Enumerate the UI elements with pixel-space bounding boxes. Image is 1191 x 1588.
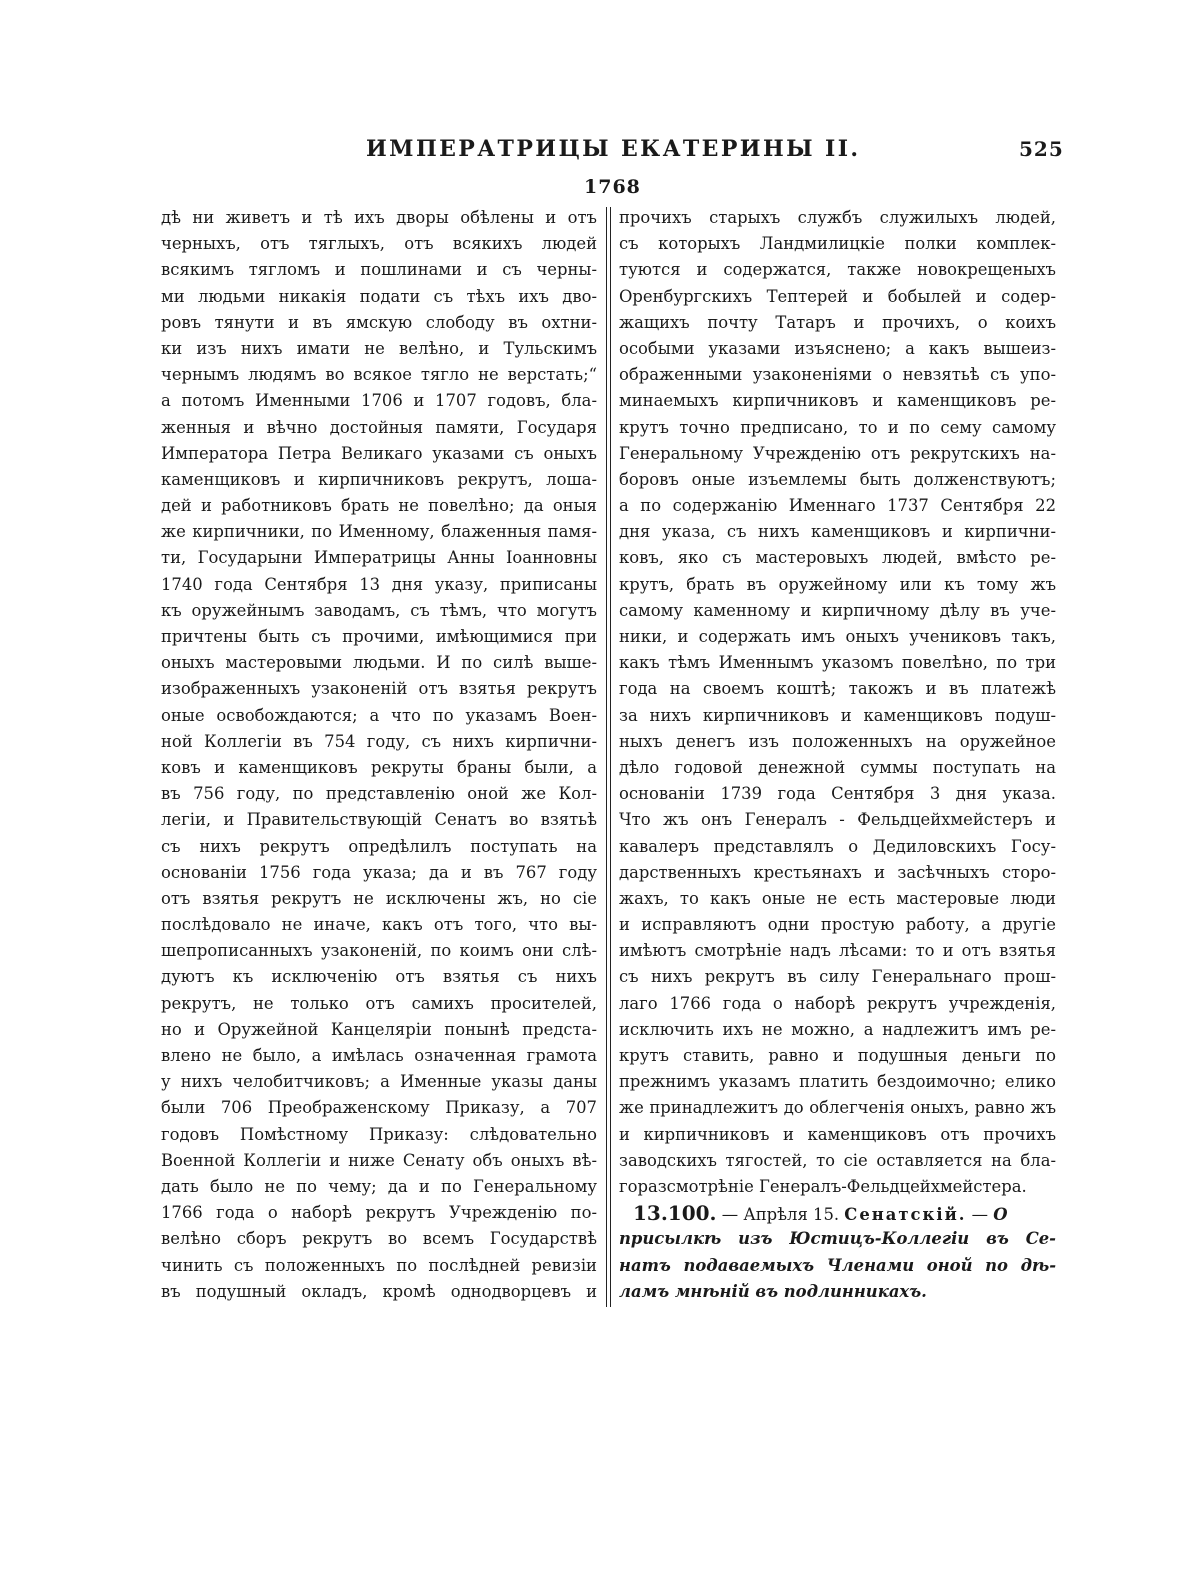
text-line: причтены быть съ прочими, имѣющимися при (161, 627, 597, 646)
text-line: ти, Государыни Императрицы Анны Іоанновны (161, 548, 597, 568)
text-line: года на своемъ коштѣ; такожъ и въ платежѣ (619, 679, 1056, 699)
text-line: ковъ и каменщиковъ рекруты браны были, а (161, 757, 597, 777)
text-line: дѣ ни живетъ и тѣ ихъ дворы обѣлены и отъ (161, 208, 597, 227)
text-line: женныя и вѣчно достойныя памяти, Государя (161, 417, 597, 437)
text-line: Генеральному Учрежденію отъ рекрутскихъ на- (619, 443, 1056, 463)
text-line: крутъ ставить, равно и подушныя деньги по (619, 1046, 1056, 1065)
text-line: дуютъ къ исключенію отъ взятья съ нихъ (161, 967, 597, 987)
text-line: а потомъ Именными 1706 и 1707 годовъ, бла- (161, 391, 597, 411)
text-line: къ оружейнымъ заводамъ, съ тѣмъ, что могутъ (161, 600, 597, 620)
entry-number: 13.100. (633, 1201, 717, 1226)
text-line: и исправляютъ одни простую работу, а другіе (619, 915, 1056, 935)
entry-dash: — (971, 1205, 994, 1225)
entry-date: — Апрѣля 15. (721, 1205, 840, 1225)
text-line: горазсмотрѣніе Генералъ-Фельдцейхмейстера. (619, 1176, 1027, 1196)
text-line: прежнимъ указамъ платить бездоимочно; елико (619, 1072, 1056, 1092)
text-line: ки изъ нихъ имати не велѣно, и Тульскимъ (161, 338, 597, 358)
text-line: крутъ, брать въ оружейному или къ тому жъ (619, 574, 1056, 594)
text-line: кавалеръ представлялъ о Дедиловскихъ Госу- (619, 836, 1056, 856)
text-line: и кирпичниковъ и каменщиковъ отъ прочихъ (619, 1124, 1056, 1144)
text-line: оные освобождаются; а что по указамъ Воен- (161, 705, 597, 725)
text-line: съ которыхъ Ландмилицкіе полки комплек- (619, 234, 1056, 254)
column-divider (606, 207, 611, 1307)
text-line: велѣно сборъ рекрутъ во всемъ Государствѣ (161, 1229, 597, 1249)
text-line: дня указа, съ нихъ каменщиковъ и кирпични- (619, 522, 1056, 542)
text-line: съ нихъ рекрутъ опредѣлилъ поступать на (161, 836, 597, 856)
text-line: дѣло годовой денежной суммы поступать на (619, 757, 1056, 777)
text-line: въ подушный окладъ, кромѣ однодворцевъ и (161, 1281, 597, 1301)
text-line: легіи, и Правительствующій Сенатъ во взятьѣ (161, 810, 597, 830)
text-line: ковъ, яко съ мастеровыхъ людей, вмѣсто ре- (619, 548, 1056, 568)
text-line: изображенныхъ узаконеній отъ взятья рекрутъ (161, 679, 597, 699)
year-heading: 1768 (584, 176, 641, 198)
text-line: ники, и содержать имъ оныхъ учениковъ такъ, (619, 627, 1056, 646)
text-line: Что жъ онъ Генералъ - Фельдцейхмейстеръ и (619, 810, 1056, 830)
entry-title-start: О (993, 1205, 1008, 1225)
text-line: съ нихъ рекрутъ въ силу Генеральнаго прош- (619, 967, 1056, 987)
running-head: ИМПЕРАТРИЦЫ ЕКАТЕРИНЫ II. (366, 136, 861, 162)
text-line: особыми указами изъяснено; а какъ вышеиз- (619, 338, 1056, 358)
text-line: крутъ точно предписано, то и по сему самому (619, 417, 1056, 437)
text-line: основаніи 1756 года указа; да и въ 767 году (161, 862, 597, 882)
text-line: оныхъ мастеровыми людьми. И по силѣ выше- (161, 653, 597, 673)
text-line: основаніи 1739 года Сентября 3 дня указа. (619, 784, 1056, 804)
text-line: ми людьми никакія подати съ тѣхъ ихъ дво- (161, 286, 597, 306)
text-line: минаемыхъ кирпичниковъ и каменщиковъ ре- (619, 391, 1056, 411)
text-line: каменщиковъ и кирпичниковъ рекрутъ, лоша- (161, 469, 597, 489)
text-line: ныхъ денегъ изъ положенныхъ на оружейное (619, 731, 1056, 751)
page-number: 525 (1019, 137, 1064, 161)
text-line: 1740 года Сентября 13 дня указу, приписаны (161, 574, 597, 594)
text-line: влено не было, а имѣлась означенная грамота (161, 1046, 597, 1065)
text-line: 1766 года о наборѣ рекрутъ Учрежденію по- (161, 1203, 597, 1223)
text-line: дей и работниковъ брать не повелѣно; да оныя (161, 496, 597, 516)
text-line: отъ взятья рекрутъ не исключены жъ, но сіе (161, 888, 597, 908)
text-line: чинить съ положенныхъ по послѣдней ревизіи (161, 1255, 597, 1275)
text-line: туются и содержатся, также новокрещеныхъ (619, 260, 1056, 280)
text-line: шепрописанныхъ узаконеній, по коимъ они слѣ- (161, 941, 597, 961)
text-line: какъ тѣмъ Именнымъ указомъ повелѣно, по три (619, 653, 1056, 673)
entry-heading-line (619, 1200, 1056, 1226)
text-line: боровъ оные изъемлемы быть долженствуютъ; (619, 469, 1056, 489)
text-line: заводскихъ тягостей, то сіе оставляется на бла- (619, 1150, 1056, 1170)
text-line: же принадлежитъ до облегченія оныхъ, равно жъ (619, 1098, 1056, 1118)
text-line: прочихъ старыхъ службъ служилыхъ людей, (619, 208, 1056, 227)
left-column (161, 205, 597, 1305)
text-line: ровъ тянути и въ ямскую слободу въ охтни- (161, 312, 597, 332)
text-line: ображенными узаконеніями о невзятьѣ съ упо- (619, 365, 1056, 385)
text-line: послѣдовало не иначе, какъ отъ того, что вы- (161, 915, 597, 935)
text-line: Оренбургскихъ Тептерей и бобылей и содер- (619, 286, 1056, 306)
entry-title-line: ламъ мнѣній въ подлинникахъ. (619, 1281, 927, 1301)
text-line: въ 756 году, по представленію оной же Кол- (161, 784, 597, 804)
entry-title-line: присылкѣ изъ Юстицъ-Коллегіи въ Се- (619, 1229, 1056, 1249)
text-line: годовъ Помѣстному Приказу: слѣдовательно (161, 1124, 597, 1144)
text-line: Императора Петра Великаго указами съ оныхъ (161, 443, 597, 463)
text-line: дарственныхъ крестьянахъ и засѣчныхъ сторо- (619, 862, 1056, 882)
text-line: лаго 1766 года о наборѣ рекрутъ учрежденія, (619, 993, 1056, 1013)
text-line: исключить ихъ не можно, а надлежитъ имъ ре- (619, 1019, 1056, 1039)
text-line: самому каменному и кирпичному дѣлу въ уче- (619, 600, 1056, 620)
text-line: жащихъ почту Татаръ и прочихъ, о коихъ (619, 312, 1056, 332)
text-line: ной Коллегіи въ 754 году, съ нихъ кирпични- (161, 731, 597, 751)
text-line: Военной Коллегіи и ниже Сенату объ оныхъ вѣ- (161, 1150, 597, 1170)
text-line: черныхъ, отъ тяглыхъ, отъ всякихъ людей (161, 234, 597, 254)
text-line: дать было не по чему; да и по Генеральному (161, 1176, 597, 1196)
text-line: имѣютъ смотрѣніе надъ лѣсами: то и отъ взятья (619, 941, 1056, 961)
text-line: жахъ, то какъ оные не есть мастеровые люди (619, 888, 1056, 908)
text-line: но и Оружейной Канцеляріи понынѣ предста- (161, 1019, 597, 1039)
right-column (619, 205, 1056, 1305)
text-line: а по содержанію Именнаго 1737 Сентября 22 (619, 496, 1056, 516)
text-line: у нихъ челобитчиковъ; а Именные указы даны (161, 1072, 597, 1092)
text-line: всякимъ тягломъ и пошлинами и съ черны- (161, 260, 597, 280)
entry-title-line: натъ подаваемыхъ Членами оной по дѣ- (619, 1255, 1056, 1275)
entry-department: Сенатскій. (844, 1205, 967, 1225)
text-line: были 706 Преображенскому Приказу, а 707 (161, 1098, 597, 1118)
text-line: за нихъ кирпичниковъ и каменщиковъ подуш- (619, 705, 1056, 725)
text-line: чернымъ людямъ во всякое тягло не верстать;“ (161, 365, 597, 385)
text-line: рекрутъ, не только отъ самихъ просителей, (161, 993, 597, 1013)
text-line: же кирпичники, по Именному, блаженныя памя- (161, 522, 597, 542)
